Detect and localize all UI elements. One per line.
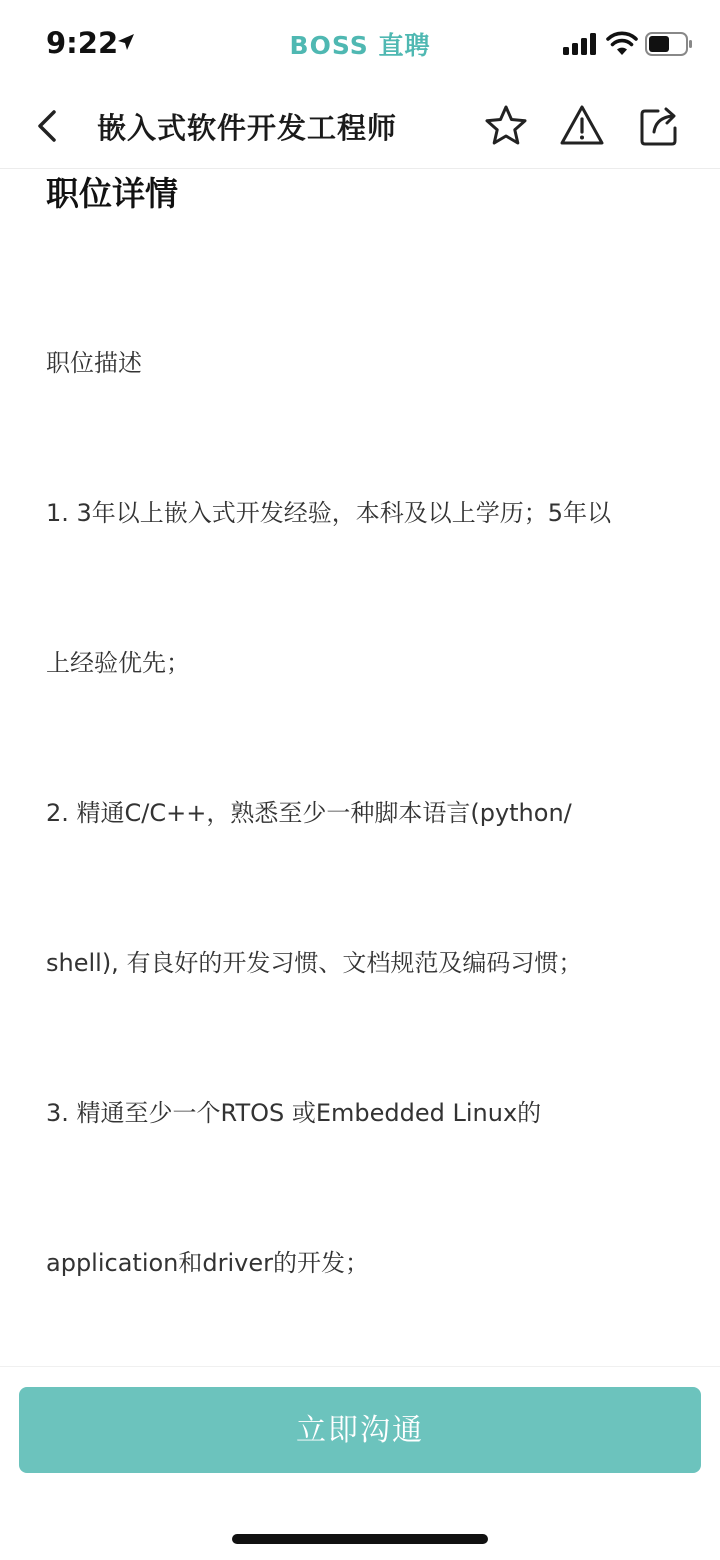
battery-icon	[645, 32, 693, 56]
page-title: 嵌入式软件开发工程师	[97, 111, 398, 145]
nav-bar	[0, 86, 720, 169]
home-indicator[interactable]	[232, 1534, 488, 1544]
app-name: BOSS 直聘	[289, 31, 431, 60]
desc-line: 1. 3年以上嵌入式开发经验，本科及以上学历；5年以	[46, 499, 612, 527]
job-detail-content[interactable]	[0, 168, 720, 1366]
job-description	[46, 238, 676, 1366]
share-icon[interactable]	[636, 102, 684, 150]
desc-line: 2. 精通C/C++，熟悉至少一种脚本语言(python/	[46, 799, 572, 827]
desc-line: 上经验优先；	[46, 649, 190, 677]
bottom-action-bar	[0, 1366, 720, 1560]
chat-now-button[interactable]: 立即沟通	[19, 1387, 701, 1473]
back-chevron-icon[interactable]	[28, 102, 68, 150]
star-icon[interactable]	[482, 102, 530, 150]
desc-line: shell), 有良好的开发习惯、文档规范及编码习惯；	[46, 949, 583, 977]
warning-icon[interactable]	[558, 102, 606, 150]
signal-icon	[563, 33, 597, 55]
desc-line: 3. 精通至少一个RTOS 或Embedded Linux的	[46, 1099, 542, 1127]
desc-line: application和driver的开发；	[46, 1249, 369, 1277]
section-title: 职位详情	[46, 174, 178, 213]
status-bar	[0, 0, 720, 86]
wifi-icon	[606, 31, 638, 55]
desc-line: 职位描述	[46, 349, 142, 377]
status-time: 9:22	[46, 26, 119, 60]
